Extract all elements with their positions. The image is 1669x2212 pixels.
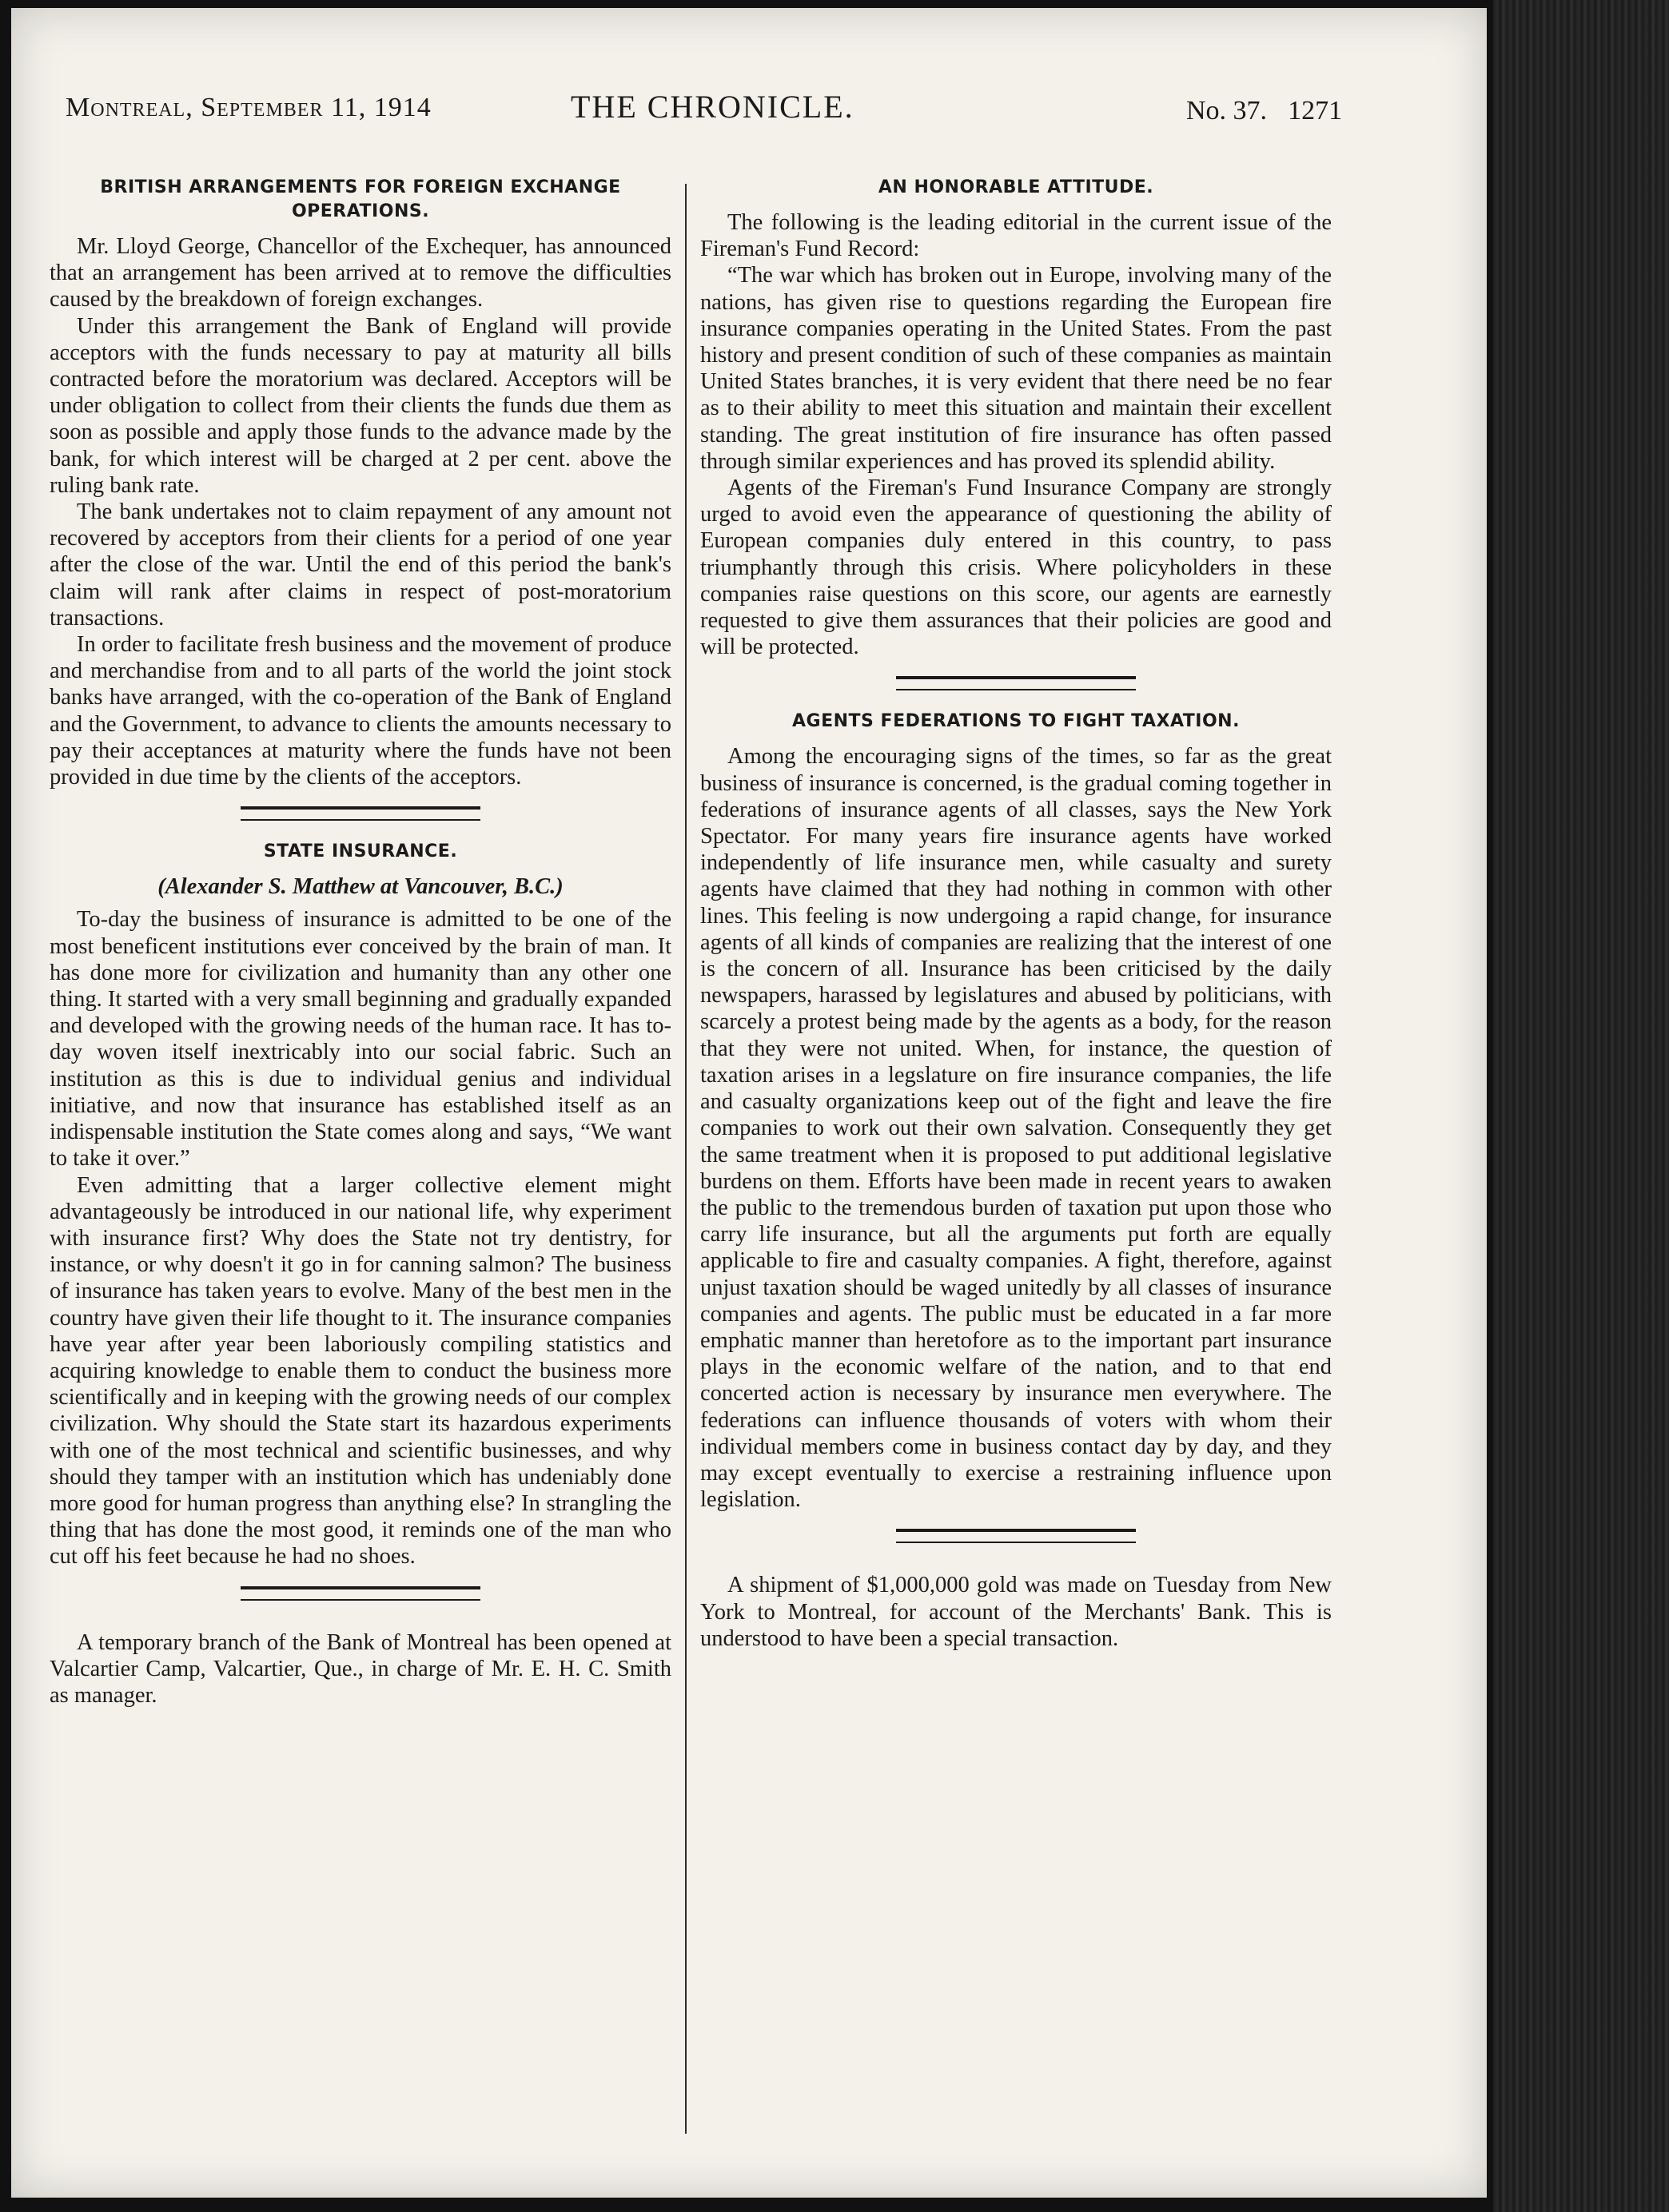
book-binding-edge bbox=[1493, 0, 1669, 2212]
article-bank-branch bbox=[50, 1629, 671, 1709]
issue-number: No. 37. bbox=[1186, 96, 1268, 125]
right-column bbox=[700, 176, 1332, 1652]
article-gold-shipment bbox=[700, 1572, 1332, 1652]
newspaper-page bbox=[11, 8, 1487, 2198]
article-federations bbox=[700, 710, 1332, 1513]
section-separator bbox=[241, 1586, 480, 1601]
bank-branch-paragraph: A temporary branch of the Bank of Montreal has been opened at Valcartier Camp, Valcartier, Que., in charge of Mr. E. H. C. Smith as manager. bbox=[50, 1629, 671, 1708]
exchange-paragraph-2: Under this arrangement the Bank of England will provide acceptors with the funds necessary to pay at maturity all bills contracted before the moratorium was declared. Acceptors will be under obligation to collect from their clients the funds due them as soon as possible and apply those funds to the advance made by the bank, for which interest will be charged at 2 per cent. above the ruling bank rate. bbox=[50, 313, 671, 498]
exchange-paragraph-3: The bank undertakes not to claim repayment of any amount not recovered by acceptors from their clients for a period of one year after the close of the war. Until the end of this period the bank's claim will rank after claims in respect of post-moratorium transactions. bbox=[50, 499, 671, 631]
exchange-paragraph-4: In order to facilitate fresh business and the movement of produce and merchandise from and to all parts of the world the joint stock banks have arranged, with the co-operation of the Bank of England and the Government, to advance to clients the amounts necessary to pay their acceptances at maturity where the funds have not been provided in due time by the clients of the acceptors. bbox=[50, 632, 671, 790]
masthead-issue bbox=[1186, 96, 1342, 126]
exchange-headline: BRITISH ARRANGEMENTS FOR FOREIGN EXCHANGE OPERATIONS. bbox=[100, 177, 621, 221]
column-divider bbox=[685, 184, 687, 2134]
article-exchange bbox=[50, 176, 671, 790]
gold-paragraph: A shipment of $1,000,000 gold was made on Tuesday from New York to Montreal, for account of the Merchants' Bank. This is understood to have been a special transaction. bbox=[700, 1573, 1332, 1651]
article-honorable-attitude bbox=[700, 176, 1332, 660]
federations-paragraph: Among the encouraging signs of the times, so far as the great business of insurance is concerned, is the gradual coming together in federations of insurance agents of all classes, says the New York Spectator. For many years fire insurance agents have worked independently of life insurance men, while casualty and surety agents have claimed that they had nothing in common with other lines. This feeling is now undergoing a rapid change, for insurance agents of all kinds of companies are realizing that the interest of one is the concern of all. Insurance has been criticised by the daily newspapers, harassed by legislatures and abused by politicians, with scarcely a protest being made by the agents as a body, for the reason that they were not united. When, for instance, the question of taxation arises in a legslature on fire insurance companies, the life and casualty organizations keep out of the fight and leave the fire companies to work out their own salvation. Consequently they get the same treatment when it is proposed to put additional legislative burdens on them. Efforts have been made in recent years to awaken the public to the tremendous burden of taxation put upon those who carry life insurance, but all the arguments put forth are equally applicable to fire and casualty companies. A fight, therefore, against unjust taxation should be waged unitedly by all classes of insurance companies and agents. The public must be educated in a far more emphatic manner than heretofore as to the important part insurance plays in the economic welfare of the nation, and to that end concerted action is necessary by insurance men everywhere. The federations can influence thousands of voters with whom their individual members come in business contact day by day, and they may except eventually to exercise a restraining influence upon legislation. bbox=[700, 744, 1332, 1513]
section-separator bbox=[241, 806, 480, 821]
honorable-paragraph-3: Agents of the Fireman's Fund Insurance Company are strongly urged to avoid even the appearance of questioning the ability of European companies duly entered in this country, to pass triumphantly through this crisis. Where policyholders in these companies raise questions on this score, our agents are earnestly requested to give them assurances that their policies are good and will be protected. bbox=[700, 475, 1332, 660]
page-number: 1271 bbox=[1288, 96, 1343, 125]
section-separator bbox=[896, 1529, 1136, 1543]
state-insurance-headline: STATE INSURANCE. bbox=[263, 841, 458, 862]
left-column bbox=[50, 176, 671, 1709]
honorable-paragraph-1: The following is the leading editorial in the current issue of the Fireman's Fund Record: bbox=[700, 210, 1332, 262]
state-insurance-byline: (Alexander S. Matthew at Vancouver, B.C.) bbox=[157, 874, 564, 900]
masthead-title: THE CHRONICLE. bbox=[571, 89, 854, 125]
masthead bbox=[59, 85, 1354, 133]
federations-headline: AGENTS FEDERATIONS TO FIGHT TAXATION. bbox=[792, 711, 1240, 732]
masthead-date: Montreal, September 11, 1914 bbox=[66, 93, 432, 122]
article-state-insurance bbox=[50, 840, 671, 1569]
section-separator bbox=[896, 676, 1136, 690]
honorable-headline: AN HONORABLE ATTITUDE. bbox=[878, 177, 1154, 197]
exchange-paragraph-1: Mr. Lloyd George, Chancellor of the Exchequer, has announced that an arrangement has been arrived at to remove the difficulties caused by the breakdown of foreign exchanges. bbox=[50, 234, 671, 312]
state-insurance-paragraph-1: To-day the business of insurance is admitted to be one of the most beneficent institutions ever conceived by the brain of man. It has done more for civilization and humanity than any other one thing. It started with a very small beginning and gradually expanded and developed with the growing needs of the human race. It has to-day woven itself inextricably into our social fabric. Such an institution as this is due to individual genius and individual initiative, and now that insurance has established itself as an indispensable institution the State comes along and says, “We want to take it over.” bbox=[50, 907, 672, 1172]
honorable-paragraph-2: “The war which has broken out in Europe, involving many of the nations, has given rise to questions regarding the European fire insurance companies operating in the United States. From the past history and present condition of such of these companies as maintain United States branches, it is very evident that there need be no fear as to their ability to meet this situation and maintain their excellent standing. The great institution of fire insurance has often passed through similar experiences and has proved its splendid ability. bbox=[700, 263, 1332, 474]
state-insurance-paragraph-2: Even admitting that a larger collective element might advantageously be introduced in our national life, why experiment with insurance first? Why does the State not try dentistry, for instance, or why doesn't it go in for canning salmon? The business of insurance has taken years to evolve. Many of the best men in the country have given their life thought to it. The insurance companies have year after year been laboriously compiling statistics and acquiring knowledge to enable them to conduct the business more scientifically and in keeping with the growing needs of our complex civilization. Why should the State start its hazardous experiments with one of the most technical and scientific businesses, and why should they tamper with an institution which has undeniably done more good for human progress than anything else? In strangling the thing that has done the most good, it reminds one of the man who cut off his feet because he had no shoes. bbox=[50, 1172, 671, 1569]
